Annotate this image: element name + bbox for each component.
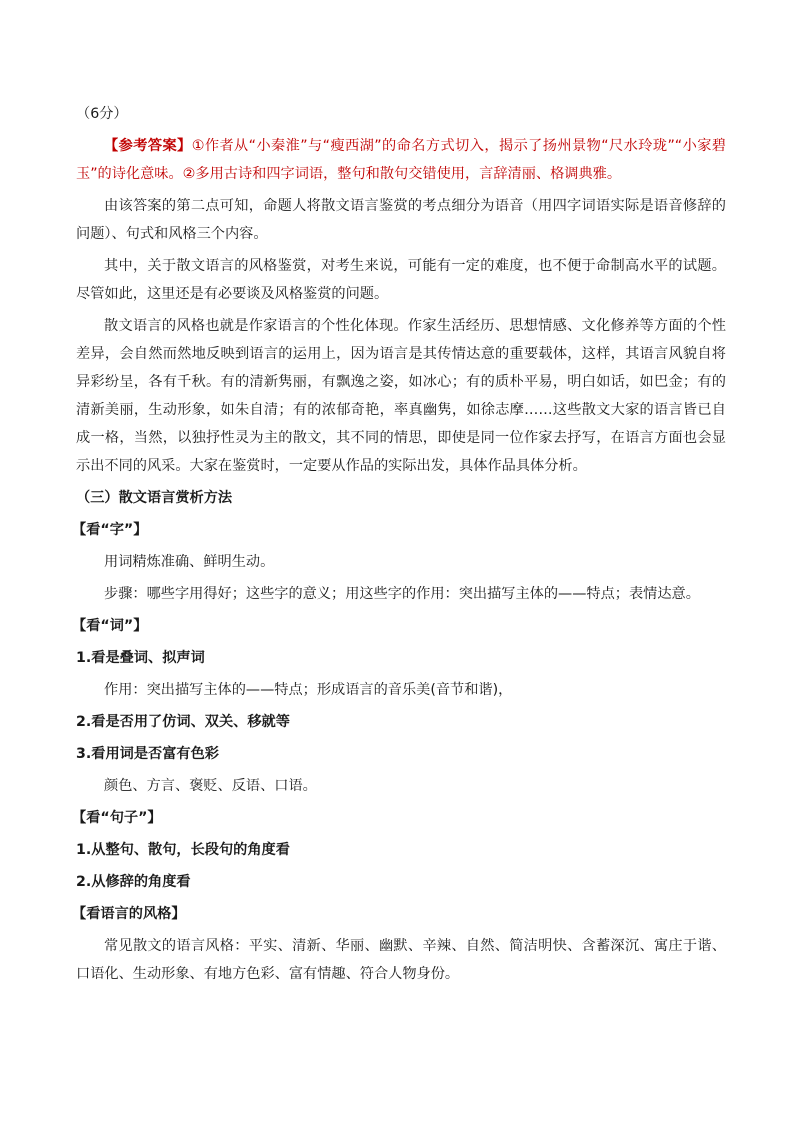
zi-line-1: 用词精炼准确、鲜明生动。 (104, 554, 275, 570)
section-title: （三）散文语言赏析方法 (76, 490, 233, 506)
paragraph-style-explanation: 散文语言的风格也就是作家语言的个性化体现。作家生活经历、思想情感、文化修养等方面的个性差异，会自然而然地反映到语言的运用上，因为语言是其传情达意的重要载体，这样，其语言风貌自将异彩纷呈，各有千秋。有的清新隽丽，有飘逸之姿，如冰心；有的质朴平易，明白如话，如巴金；有的清新美丽，生动形象，如朱自清；有的浓郁奇艳，率真幽隽，如徐志摩……这些散文大家的语言皆已自成一格，当然，以独抒性灵为主的散文，其不同的情思，即使是同一位作家去抒写，在语言方面也会显示出不同的风采。大家在鉴赏时，一定要从作品的实际出发，具体作品具体分析。 (76, 318, 726, 474)
fengge-text: 常见散文的语言风格：平实、清新、华丽、幽默、辛辣、自然、简洁明快、含蓄深沉、寓庄于谐、口语化、生动形象、有地方色彩、富有情趣、符合人物身份。 (76, 938, 726, 982)
subsection-juzi-title: 【看“句子”】 (72, 810, 162, 826)
subsection-ci-title: 【看“词”】 (72, 618, 148, 634)
ci-item-1-text: 作用：突出描写主体的——特点；形成语言的音乐美(音节和谐)， (104, 682, 513, 698)
paragraph-answer-analysis: 由该答案的第二点可知，命题人将散文语言鉴赏的考点细分为语音（用四字词语实际是语音修辞的问题）、句式和风格三个内容。 (76, 198, 726, 242)
answer-text: ①作者从“小秦淮”与“瘦西湖”的命名方式切入，揭示了扬州景物“尺水玲珑”“小家碧玉”的诗化意味。②多用古诗和四字词语，整句和散句交错使用，言辞清丽、格调典雅。 (76, 138, 726, 182)
answer-label: 【参考答案】 (104, 138, 192, 154)
zi-line-2: 步骤：哪些字用得好；这些字的意义；用这些字的作用：突出描写主体的——特点；表情达意。 (104, 586, 700, 602)
ci-item-1: 1.看是叠词、拟声词 (76, 650, 205, 666)
question-score: （6分） (76, 106, 128, 122)
ci-item-3-text: 颜色、方言、褒贬、反语、口语。 (104, 778, 317, 794)
juzi-item-2: 2.从修辞的角度看 (76, 874, 191, 890)
paragraph-style-difficulty: 其中，关于散文语言的风格鉴赏，对考生来说，可能有一定的难度，也不便于命制高水平的试题。尽管如此，这里还是有必要谈及风格鉴赏的问题。 (76, 258, 726, 302)
juzi-item-1: 1.从整句、散句，长段句的角度看 (76, 842, 290, 858)
ci-item-3: 3.看用词是否富有色彩 (76, 746, 219, 762)
page-content (72, 100, 726, 992)
reference-answer (76, 132, 726, 188)
subsection-zi-title: 【看“字”】 (72, 522, 148, 538)
ci-item-2: 2.看是否用了仿词、双关、移就等 (76, 714, 290, 730)
subsection-fengge-title: 【看语言的风格】 (72, 906, 186, 922)
